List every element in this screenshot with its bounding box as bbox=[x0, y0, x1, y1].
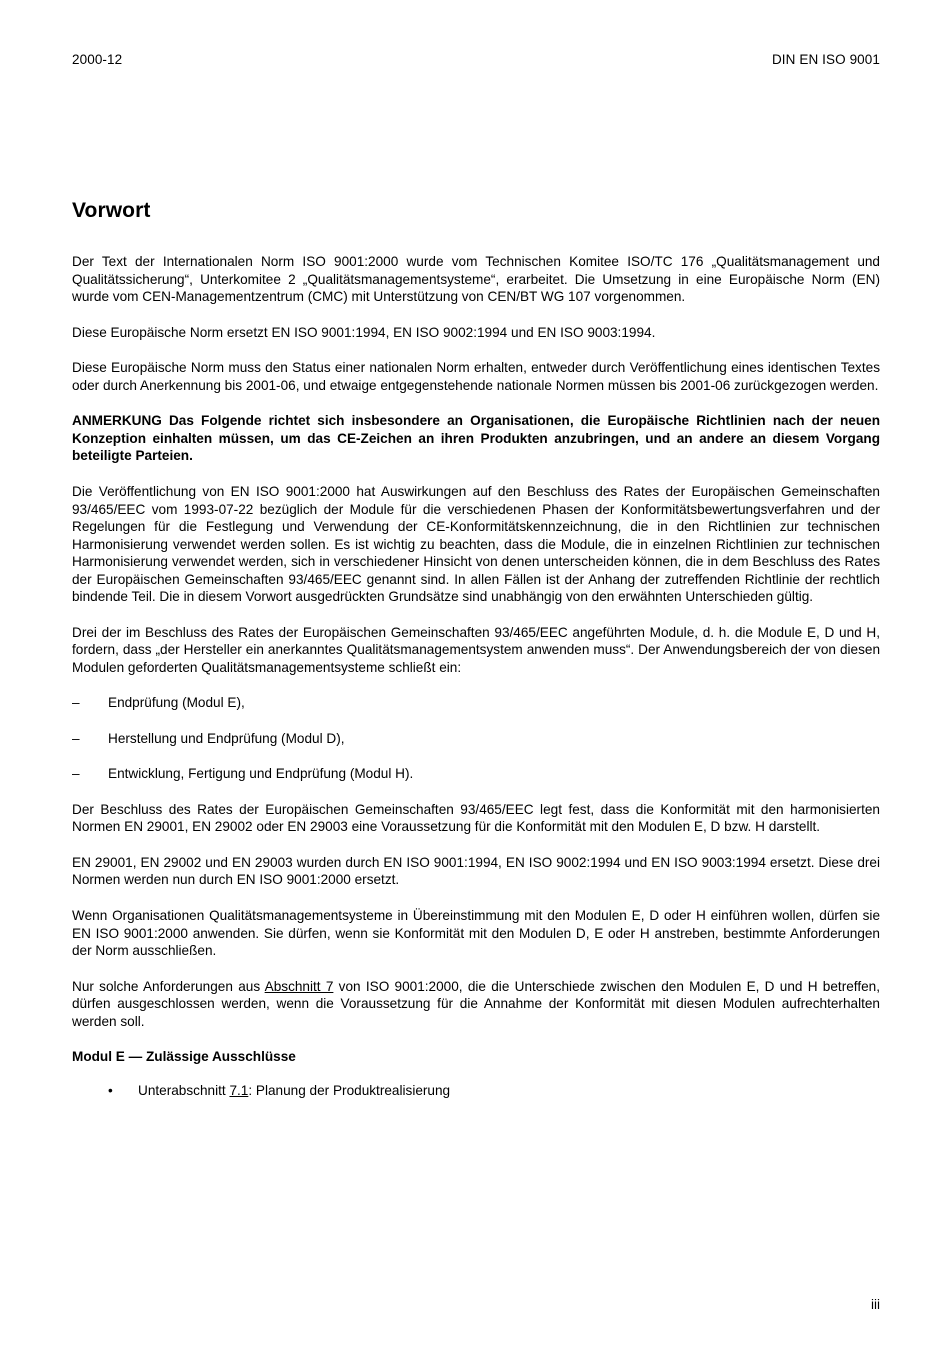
dash-marker: – bbox=[72, 766, 80, 782]
list-item-label: Endprüfung (Modul E), bbox=[108, 695, 245, 711]
header-date: 2000-12 bbox=[72, 52, 123, 67]
list-item bbox=[72, 730, 880, 748]
paragraph-publication-effects: Die Veröffentlichung von EN ISO 9001:2000 hat Auswirkungen auf den Beschluss des Rates der Europäischen Gemeinschaften 93/465/EEC vom 1993-07-22 bezüglich der Module für die verschiedenen Phasen der Konformitätsbewertungsverfahren und der Regelungen für die Festlegung und Verwendung der CE-Konformitätskennzeichnung, die in den Richtlinien zur technischen Harmonisierung verwendet werden sollen. Es ist wichtig zu beachten, dass die Module, die in einzelnen Richtlinien zur technischen Harmonisierung verwendet werden, sich in verschiedener Hinsicht von denen unterscheiden können, die in dem Beschluss des Rates der Europäischen Gemeinschaften 93/465/EEC genannt sind. In allen Fällen ist der Anhang der zutreffenden Richtlinie der rechtlich bindende Teil. Die in diesem Vorwort ausgedrückten Grundsätze sind unabhängig von den erwähnten Unterschieden gültig. bbox=[72, 483, 880, 605]
paragraph-anmerkung: ANMERKUNG Das Folgende richtet sich insbesondere an Organisationen, die Europäische Richtlinien nach der neuen Konzeption einhalten müssen, um das CE-Zeichen an ihren Produkten anzubringen, und an andere an diesem Vorgang beteiligte Parteien. bbox=[72, 413, 880, 464]
paragraph-council-decision: Der Beschluss des Rates der Europäischen Gemeinschaften 93/465/EEC legt fest, dass die Konformität mit den harmonisierten Normen EN 29001, EN 29002 oder EN 29003 eine Voraussetzung für die Konformität mit den Modulen E, D bzw. H darstellt. bbox=[72, 801, 880, 835]
page-footer bbox=[72, 1297, 880, 1313]
module-scope-list bbox=[72, 694, 880, 783]
page-title: Vorwort bbox=[72, 199, 151, 222]
paragraph-organisations-apply: Wenn Organisationen Qualitätsmanagementsysteme in Übereinstimmung mit den Modulen E, D oder H einführen wollen, dürfen sie EN ISO 9001:2000 anwenden. Sie dürfen, wenn sie Konformität mit den Modulen D, E oder H anstreben, bestimmte Anforderungen der Norm ausschließen. bbox=[72, 908, 880, 959]
dash-marker: – bbox=[72, 695, 80, 711]
abschnitt-7-link[interactable]: Abschnitt 7 bbox=[264, 978, 334, 994]
bullet-marker: • bbox=[108, 1082, 113, 1098]
text-after-reference: : Planung der Produktrealisierung bbox=[248, 1082, 451, 1098]
list-item-label: Herstellung und Endprüfung (Modul D), bbox=[108, 730, 345, 746]
list-item-label bbox=[138, 1082, 880, 1100]
paragraph-three-modules: Drei der im Beschluss des Rates der Europäischen Gemeinschaften 93/465/EEC angeführten Module, d. h. die Module E, D und H, fordern, dass „der Hersteller ein anerkanntes Qualitätsmanagementsystem anwenden muss“. Der Anwendungsbereich der von diesen Modulen geforderten Qualitätsmanagementsysteme schließt ein: bbox=[72, 624, 880, 675]
paragraph-intro: Der Text der Internationalen Norm ISO 9001:2000 wurde vom Technischen Komitee ISO/TC 176 „Qualitätsmanagement und Qualitätssicherung“, Unterkomitee 2 „Qualitätsmanagementsysteme“, erarbeitet. Die Umsetzung in eine Europäische Norm (EN) wurde vom CEN-Managementzentrum (CMC) mit Unterstützung von CEN/BT WG 107 vorgenommen. bbox=[72, 254, 880, 305]
paragraph-exclusions-rule bbox=[72, 978, 880, 1031]
list-item bbox=[72, 694, 880, 712]
text-after-reference: von ISO 9001:2000, die die Unterschiede zwischen den Modulen E, D und H betreffen, dürfen ausgeschlossen werden, wenn die Voraussetzung für die Annahme der Konformität mit diesen Modulen aufrechterhalten werden soll. bbox=[72, 978, 880, 1029]
list-item-label: Entwicklung, Fertigung und Endprüfung (Modul H). bbox=[108, 766, 414, 782]
permissible-exclusions-list bbox=[72, 1082, 880, 1100]
document-body bbox=[72, 198, 880, 1117]
page-header bbox=[72, 52, 880, 68]
header-standard-id: DIN EN ISO 9001 bbox=[771, 52, 880, 67]
subheading-modul-e: Modul E — Zulässige Ausschlüsse bbox=[72, 1049, 296, 1065]
paragraph-national-status: Diese Europäische Norm muss den Status einer nationalen Norm erhalten, entweder durch Veröffentlichung eines identischen Textes oder durch Anerkennung bis 2001-06, und etwaige entgegenstehende nationale Normen müssen bis 2001-06 zurückgezogen werden. bbox=[72, 360, 880, 393]
paragraph-en29001-series: EN 29001, EN 29002 und EN 29003 wurden durch EN ISO 9001:1994, EN ISO 9002:1994 und EN ISO 9003:1994 ersetzt. Diese drei Normen werden nun durch EN ISO 9001:2000 ersetzt. bbox=[72, 854, 880, 888]
dash-marker: – bbox=[72, 730, 80, 746]
text-before-reference: Unterabschnitt bbox=[138, 1082, 230, 1098]
paragraph-replaces: Diese Europäische Norm ersetzt EN ISO 9001:1994, EN ISO 9002:1994 und EN ISO 9003:1994. bbox=[72, 324, 656, 340]
page-number: iii bbox=[871, 1296, 880, 1312]
list-item bbox=[72, 1082, 880, 1100]
list-item bbox=[72, 765, 880, 783]
unterabschnitt-7-1-link[interactable]: 7.1 bbox=[229, 1082, 249, 1098]
text-before-reference: Nur solche Anforderungen aus bbox=[72, 978, 265, 994]
